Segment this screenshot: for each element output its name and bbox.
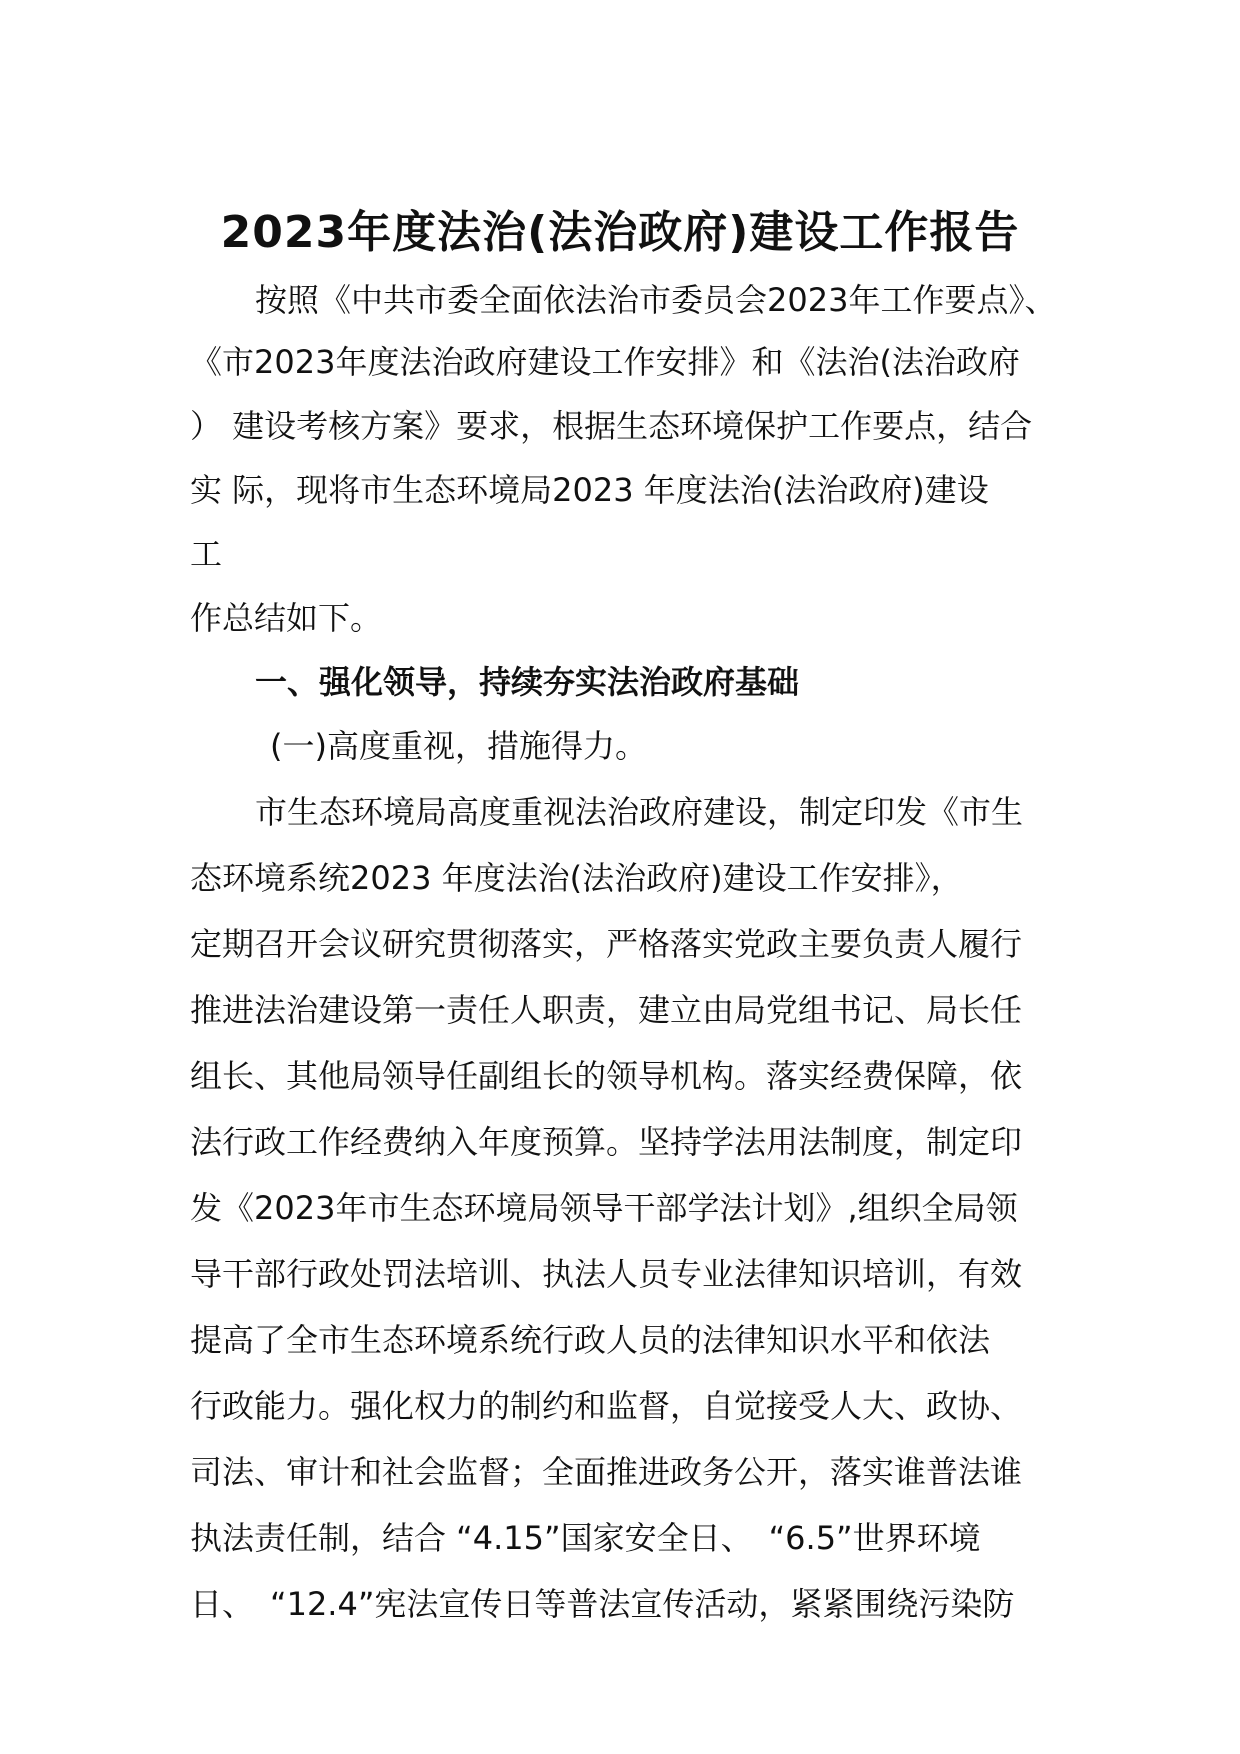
paragraph-line: 《市2023年度法治政府建设工作安排》和《法治(法治政府 [190,343,1020,381]
paragraph-line: ） 建设考核方案》要求，根据生态环境保护工作要点，结合 [190,407,1033,445]
paragraph-line: 执法责任制，结合 “4.15”国家安全日、 “6.5”世界环境 [190,1519,981,1557]
paragraph-line: 组长、其他局领导任副组长的领导机构。落实经费保障，依 [190,1057,1023,1095]
paragraph-line: 态环境系统2023 年度法治(法治政府)建设工作安排》， [190,859,963,897]
paragraph-line: 按照《中共市委全面依法治市委员会2023年工作要点》、 [255,281,1057,319]
section-heading: 一、强化领导，持续夯实法治政府基础 [255,663,800,701]
paragraph-line: 定期召开会议研究贯彻落实，严格落实党政主要负责人履行 [190,925,1023,963]
paragraph-line: 作总结如下。 [190,599,383,637]
paragraph-line: 司法、审计和社会监督；全面推进政务公开，落实谁普法谁 [190,1453,1023,1491]
paragraph-line: 工 [190,535,223,573]
paragraph-line: 发《2023年市生态环境局领导干部学法计划》,组织全局领 [190,1189,1018,1227]
paragraph-line: 法行政工作经费纳入年度预算。坚持学法用法制度，制定印 [190,1123,1023,1161]
paragraph-line: 导干部行政处罚法培训、执法人员专业法律知识培训，有效 [190,1255,1023,1293]
paragraph-line: 市生态环境局高度重视法治政府建设，制定印发《市生 [255,793,1024,831]
document-title: 2023年度法治(法治政府)建设工作报告 [220,207,1020,258]
paragraph-line: 行政能力。强化权力的制约和监督，自觉接受人大、政协、 [190,1387,1023,1425]
paragraph-line: 日、 “12.4”宪法宣传日等普法宣传活动，紧紧围绕污染防 [190,1585,1015,1623]
subsection-heading: (一)高度重视，措施得力。 [270,727,647,765]
paragraph-line: 提高了全市生态环境系统行政人员的法律知识水平和依法 [190,1321,991,1359]
paragraph-line: 实 际，现将市生态环境局2023 年度法治(法治政府)建设 [190,471,989,509]
paragraph-line: 推进法治建设第一责任人职责，建立由局党组书记、局长任 [190,991,1023,1029]
